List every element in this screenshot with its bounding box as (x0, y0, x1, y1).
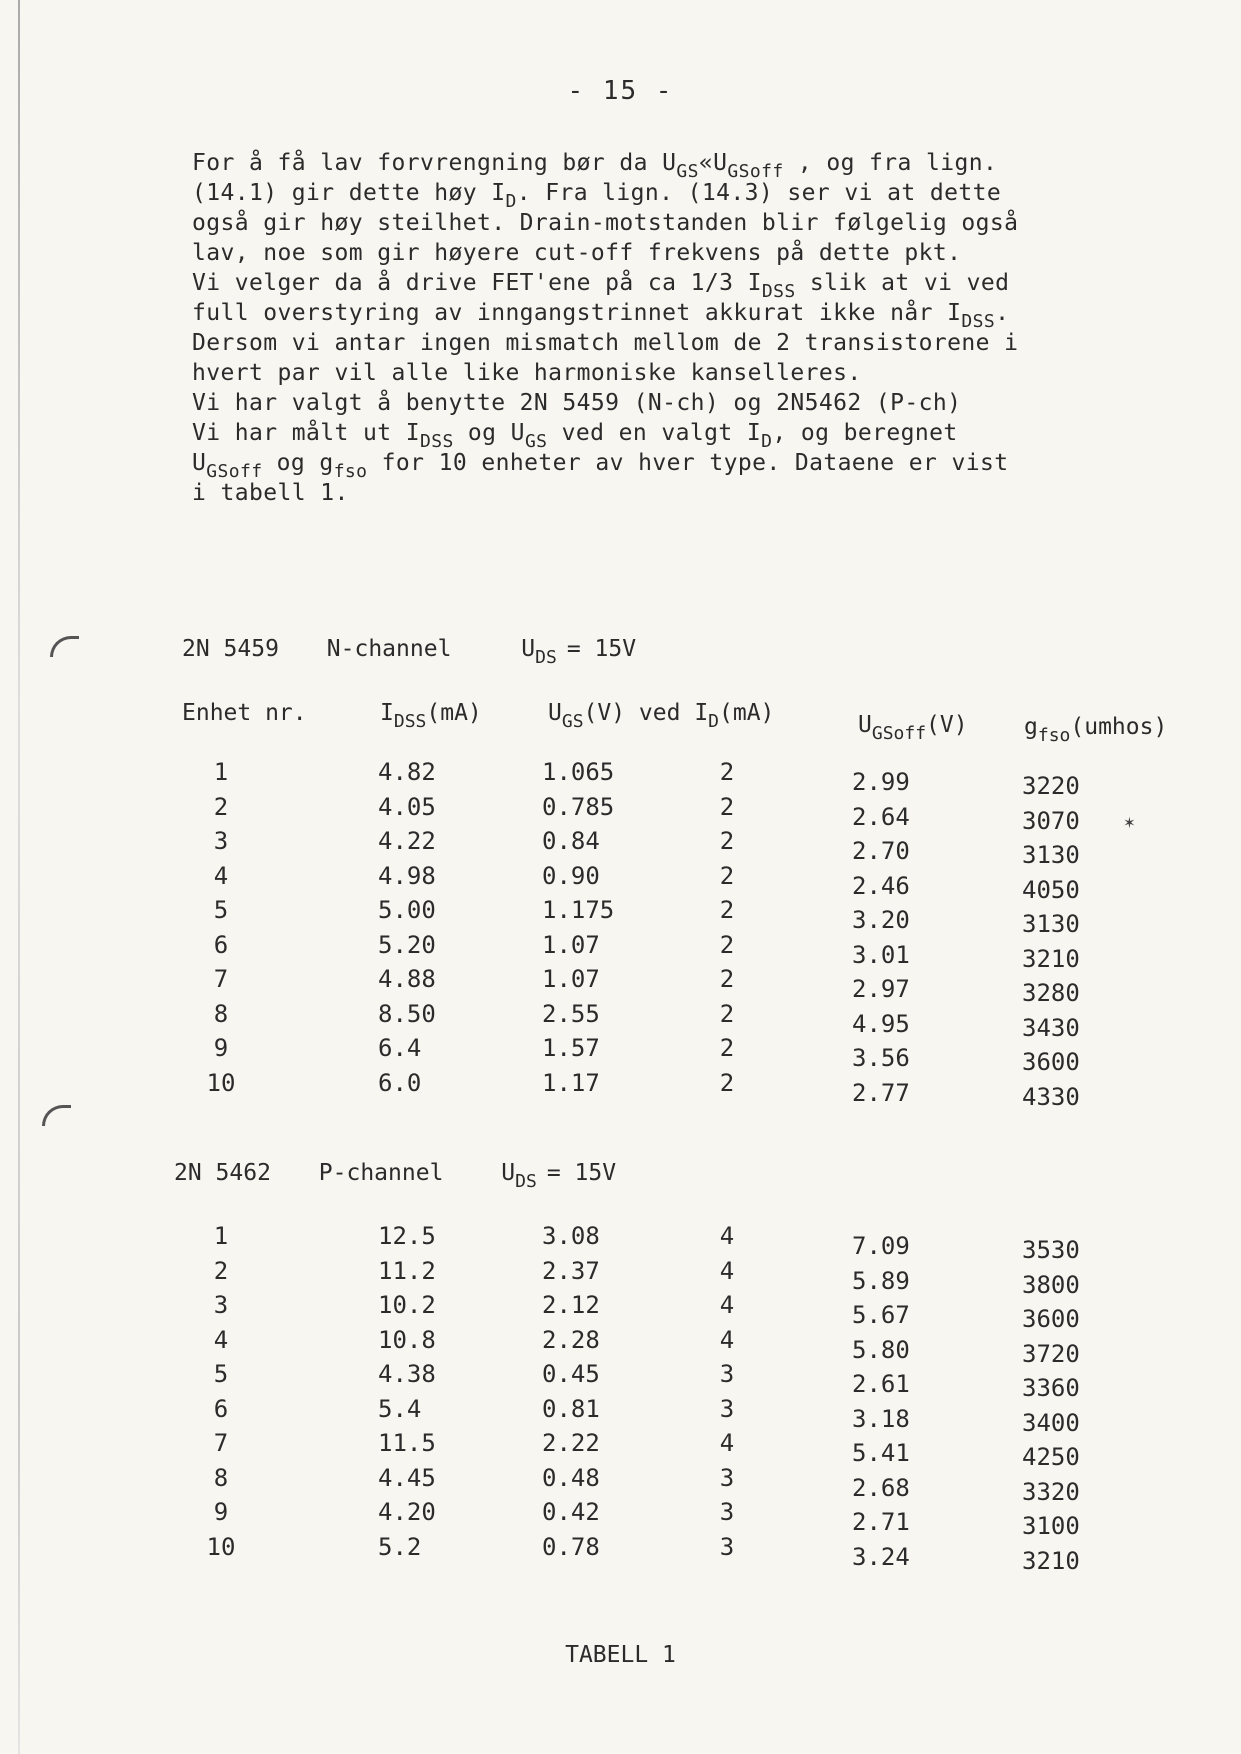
paragraph-line: Vi har valgt å benytte 2N 5459 (N-ch) og 2N5462 (P-ch) (192, 390, 962, 416)
ugsoff-value: 3.56 (852, 1044, 910, 1072)
table-row (0, 1532, 1241, 1575)
paragraph-line: også gir høy steilhet. Drain-motstanden blir følgelig også (192, 210, 1019, 236)
idss-value: 4.82 (378, 758, 436, 786)
ugsoff-value: 2.99 (852, 768, 910, 796)
gfso-value: 3720 (1022, 1339, 1080, 1368)
ugs-value: 0.90 (542, 861, 600, 890)
ugs-value: 1.065 (542, 758, 615, 786)
gfso-value: 3100 (1022, 1512, 1080, 1540)
idss-value: 8.50 (378, 999, 436, 1028)
idss-value: 6.0 (378, 1068, 422, 1097)
table-row (0, 1325, 1241, 1368)
table-caption: TABELL 1 (565, 1642, 676, 1668)
table-row (0, 1222, 1241, 1264)
ugsoff-value: 7.09 (852, 1232, 910, 1260)
unit-number: 10 (206, 1532, 236, 1561)
ugsoff-value: 5.41 (852, 1439, 910, 1467)
idss-value: 4.88 (378, 965, 436, 993)
unit-number: 8 (213, 1463, 229, 1492)
ugs-value: 1.07 (542, 965, 600, 993)
section-title-p-channel (174, 1160, 650, 1192)
gfso-value: 4250 (1022, 1443, 1080, 1471)
id-value: 3 (719, 1360, 735, 1388)
gfso-value: 3220 (1022, 772, 1080, 800)
table-header-row (0, 700, 1241, 746)
id-value: 3 (719, 1394, 735, 1423)
header-ugs-id: $U_{GS}(V)$ ved $I_D(mA)$ (548, 700, 775, 732)
idss-value: 4.38 (378, 1360, 436, 1388)
table-row (0, 896, 1241, 938)
id-value: 2 (719, 827, 735, 855)
unit-number: 8 (213, 999, 229, 1028)
unit-number: 6 (213, 1394, 229, 1423)
table-row (0, 827, 1241, 869)
id-value: 2 (719, 1068, 735, 1097)
gfso-value: 3130 (1022, 841, 1080, 869)
ugsoff-value: 3.24 (852, 1542, 910, 1571)
idss-value: 4.45 (378, 1463, 436, 1492)
id-value: 2 (719, 861, 735, 890)
id-value: 4 (719, 1256, 735, 1285)
gfso-value: 3400 (1022, 1408, 1080, 1437)
gfso-value: 3130 (1022, 910, 1080, 938)
id-value: 2 (719, 965, 735, 993)
ugs-value: 2.37 (542, 1256, 600, 1285)
punch-hole-mark (50, 636, 79, 657)
unit-number: 3 (213, 827, 229, 855)
ugsoff-value: 5.67 (852, 1301, 910, 1329)
idss-value: 4.98 (378, 861, 436, 890)
ugsoff-value: 2.61 (852, 1370, 910, 1398)
id-value: 4 (719, 1325, 735, 1354)
idss-value: 10.2 (378, 1291, 436, 1319)
table-row (0, 965, 1241, 1007)
gfso-value: 4050 (1022, 875, 1080, 904)
table-row (0, 758, 1241, 800)
unit-number: 1 (213, 1222, 229, 1250)
id-value: 4 (719, 1291, 735, 1319)
paragraph-line: Dersom vi antar ingen mismatch mellom de 2 transistorene i (192, 330, 1019, 356)
ugsoff-value: 3.20 (852, 906, 910, 934)
id-value: 3 (719, 1463, 735, 1492)
id-value: 4 (719, 1222, 735, 1250)
channel-type: N-channel (326, 636, 452, 662)
ugs-value: 2.12 (542, 1291, 600, 1319)
unit-number: 7 (213, 965, 229, 993)
gfso-value: 4330 (1022, 1082, 1080, 1111)
header-unit: Enhet nr. (182, 700, 307, 726)
ugs-value: 1.17 (542, 1068, 600, 1097)
paragraph-line: Vi har målt ut $I_{DSS}$ og $U_{GS}$ ved en valgt $I_D$, og beregnet (192, 420, 958, 452)
table-row (0, 1068, 1241, 1111)
ugs-value: 0.78 (542, 1532, 600, 1561)
table-row (0, 999, 1241, 1042)
header-idss: $I_{DSS}(mA)$ (380, 700, 482, 732)
unit-number: 2 (213, 1256, 229, 1285)
paragraph-line: full overstyring av inngangstrinnet akkurat ikke når $I_{DSS}$. (192, 300, 1010, 332)
idss-value: 5.4 (378, 1394, 422, 1423)
paragraph-line: hvert par vil alle like harmoniske kanselleres. (192, 360, 862, 386)
ugs-value: 1.07 (542, 930, 600, 959)
id-value: 2 (719, 930, 735, 959)
uds-label: $U_{DS} = 15V$ (501, 1160, 617, 1192)
uds-label: $U_{DS} = 15V$ (521, 636, 637, 668)
table-row (0, 1291, 1241, 1333)
ugsoff-value: 5.89 (852, 1266, 910, 1295)
paragraph-line: $U_{GSoff}$ og $g_{fso}$ for 10 enheter av hver type. Dataene er vist (192, 450, 1009, 482)
id-value: 2 (719, 792, 735, 821)
idss-value: 11.5 (378, 1429, 436, 1457)
stray-mark: ✶ (1124, 812, 1135, 833)
idss-value: 4.22 (378, 827, 436, 855)
table-row (0, 861, 1241, 904)
ugs-value: 0.48 (542, 1463, 600, 1492)
channel-type: P-channel (318, 1160, 444, 1186)
idss-value: 11.2 (378, 1256, 436, 1285)
gfso-value: 3280 (1022, 979, 1080, 1007)
id-value: 2 (719, 758, 735, 786)
ugs-value: 0.84 (542, 827, 600, 855)
unit-number: 6 (213, 930, 229, 959)
ugs-value: 0.81 (542, 1394, 600, 1423)
id-value: 2 (719, 1034, 735, 1062)
idss-value: 5.00 (378, 896, 436, 924)
table-row (0, 1429, 1241, 1471)
ugsoff-value: 2.64 (852, 802, 910, 831)
ugs-value: 1.175 (542, 896, 615, 924)
paragraph-line: Vi velger da å drive FET'ene på ca 1/3 $I_{DSS}$ slik at vi ved (192, 270, 1010, 302)
part-number: 2N 5459 (182, 636, 279, 662)
gfso-value: 3210 (1022, 1546, 1080, 1575)
id-value: 4 (719, 1429, 735, 1457)
paragraph-line: lav, noe som gir høyere cut-off frekvens på dette pkt. (192, 240, 962, 266)
page-number: - 15 - (567, 76, 674, 106)
unit-number: 3 (213, 1291, 229, 1319)
idss-value: 12.5 (378, 1222, 436, 1250)
paragraph-line: (14.1) gir dette høy $I_D$. Fra lign. (14.3) ser vi at dette (192, 180, 1002, 212)
idss-value: 5.2 (378, 1532, 422, 1561)
section-title-n-channel (182, 636, 670, 668)
idss-value: 10.8 (378, 1325, 436, 1354)
ugs-value: 0.42 (542, 1498, 600, 1526)
ugsoff-value: 2.70 (852, 837, 910, 865)
gfso-value: 3430 (1022, 1013, 1080, 1042)
idss-value: 5.20 (378, 930, 436, 959)
ugs-value: 2.22 (542, 1429, 600, 1457)
table-row (0, 1360, 1241, 1402)
id-value: 3 (719, 1532, 735, 1561)
idss-value: 4.05 (378, 792, 436, 821)
ugsoff-value: 2.46 (852, 871, 910, 900)
part-number: 2N 5462 (174, 1160, 271, 1186)
gfso-value: 3800 (1022, 1270, 1080, 1299)
ugs-value: 0.785 (542, 792, 615, 821)
id-value: 2 (719, 896, 735, 924)
ugs-value: 2.28 (542, 1325, 600, 1354)
unit-number: 9 (213, 1498, 229, 1526)
table-row (0, 1463, 1241, 1506)
ugsoff-value: 3.01 (852, 940, 910, 969)
id-value: 2 (719, 999, 735, 1028)
ugsoff-value: 2.71 (852, 1508, 910, 1536)
table-row (0, 1256, 1241, 1299)
idss-value: 6.4 (378, 1034, 422, 1062)
paragraph-line: i tabell 1. (192, 480, 349, 506)
unit-number: 7 (213, 1429, 229, 1457)
gfso-value: 3600 (1022, 1305, 1080, 1333)
gfso-value: 3600 (1022, 1048, 1080, 1076)
table-row (0, 1498, 1241, 1540)
punch-hole-mark (42, 1105, 71, 1126)
paragraph-line: For å få lav forvrengning bør da $U_{GS}«U_{GSoff}$ , og fra lign. (192, 150, 998, 182)
ugsoff-value: 5.80 (852, 1335, 910, 1364)
unit-number: 4 (213, 1325, 229, 1354)
table-row (0, 1394, 1241, 1437)
unit-number: 5 (213, 1360, 229, 1388)
ugsoff-value: 3.18 (852, 1404, 910, 1433)
unit-number: 2 (213, 792, 229, 821)
header-gfso: $g_{fso}(umhos)$ (1024, 714, 1168, 746)
table-row (0, 930, 1241, 973)
unit-number: 5 (213, 896, 229, 924)
unit-number: 9 (213, 1034, 229, 1062)
id-value: 3 (719, 1498, 735, 1526)
ugsoff-value: 4.95 (852, 1009, 910, 1038)
idss-value: 4.20 (378, 1498, 436, 1526)
ugs-value: 3.08 (542, 1222, 600, 1250)
ugs-value: 1.57 (542, 1034, 600, 1062)
gfso-value: 3360 (1022, 1374, 1080, 1402)
unit-number: 1 (213, 758, 229, 786)
ugsoff-value: 2.68 (852, 1473, 910, 1502)
table-row (0, 1034, 1241, 1076)
ugs-value: 0.45 (542, 1360, 600, 1388)
ugsoff-value: 2.97 (852, 975, 910, 1003)
gfso-value: 3530 (1022, 1236, 1080, 1264)
gfso-value: 3320 (1022, 1477, 1080, 1506)
ugsoff-value: 2.77 (852, 1078, 910, 1107)
ugs-value: 2.55 (542, 999, 600, 1028)
unit-number: 4 (213, 861, 229, 890)
gfso-value: 3210 (1022, 944, 1080, 973)
header-ugsoff: $U_{GSoff}(V)$ (858, 712, 968, 744)
gfso-value: 3070 (1022, 806, 1080, 835)
unit-number: 10 (206, 1068, 236, 1097)
table-row (0, 792, 1241, 835)
